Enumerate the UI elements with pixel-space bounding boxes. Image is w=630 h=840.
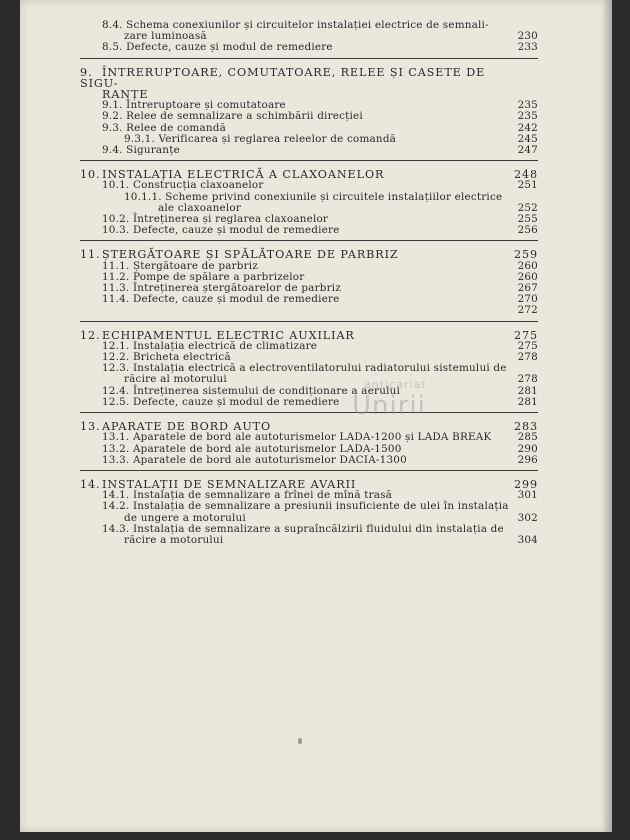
entry-title: ECHIPAMENTUL ELECTRIC AUXILIAR xyxy=(102,328,355,342)
entry-title: Defecte, cauze și modul de remediere xyxy=(132,395,340,408)
page-number: 235 xyxy=(517,99,538,112)
toc-entry xyxy=(80,397,538,408)
section-number: 13.1. xyxy=(102,431,130,444)
page-number: 285 xyxy=(517,431,538,444)
section-number: 8.5. xyxy=(102,41,123,54)
page-number: 260 xyxy=(517,259,538,272)
page-number: 278 xyxy=(517,373,538,386)
entry-title: Instalația de semnalizare a frînei de mînă trasă xyxy=(132,489,393,502)
entry-title: răcire a motorului xyxy=(124,533,224,546)
section-number: 14.1. xyxy=(102,489,130,502)
entry-title: INSTALAȚII DE SEMNALIZARE AVARII xyxy=(102,477,357,491)
entry-title: Defecte, cauze și modul de remediere xyxy=(132,224,340,237)
entry-title: ȘTERGĂTOARE ȘI SPĂLĂTOARE DE PARBRIZ xyxy=(102,248,399,262)
page-number: 281 xyxy=(517,395,538,408)
page-number: 245 xyxy=(517,132,538,145)
toc-entry xyxy=(80,192,538,203)
page-number: 242 xyxy=(517,121,538,134)
entry-line xyxy=(102,294,512,305)
section-number: 12.5. xyxy=(102,395,130,408)
section-number: 10.3. xyxy=(102,224,130,237)
section-number: 8.4. xyxy=(102,19,123,31)
entry-title: INSTALAȚIA ELECTRICĂ A CLAXOANELOR xyxy=(102,168,385,182)
entry-title: APARATE DE BORD AUTO xyxy=(102,420,272,434)
section-number: 10.2. xyxy=(102,213,130,226)
toc-entry xyxy=(80,225,538,236)
page-number: 235 xyxy=(517,110,538,123)
entry-title: Instalația de semnalizare a supraîncălzirii fluidului din instalația de xyxy=(132,522,504,535)
chapter-number: 11. xyxy=(80,248,101,262)
page-number: 299 xyxy=(513,477,538,491)
section-number: 11.3. xyxy=(102,282,130,295)
page-number: 278 xyxy=(517,351,538,364)
page-number: 302 xyxy=(517,511,538,524)
section-number: 12.2. xyxy=(102,351,130,364)
section-number: 12.4. xyxy=(102,384,130,397)
entry-title: Schema conexiunilor și circuitelor instalației electrice de semnali- xyxy=(126,19,489,31)
page-number: 301 xyxy=(517,489,538,502)
entry-line xyxy=(102,42,512,53)
toc-entry xyxy=(80,42,538,53)
page-number: 252 xyxy=(517,201,538,214)
section-number: 9.1. xyxy=(102,99,123,112)
section-number: 14.3. xyxy=(102,522,130,535)
chapter-divider xyxy=(80,58,538,59)
section-number: 12.3. xyxy=(102,362,130,375)
toc-entry xyxy=(80,145,538,156)
section-number: 9.3. xyxy=(102,121,123,134)
entry-line xyxy=(102,455,512,466)
section-number: 10.1. xyxy=(102,179,130,192)
entry-title: Întreținerea sistemului de condiționare a aerului xyxy=(132,384,401,397)
page-number: 270 xyxy=(517,293,538,306)
chapter-number: 10. xyxy=(80,168,101,182)
section-number: 11.1. xyxy=(102,259,130,272)
page-number: 275 xyxy=(517,339,538,352)
page-number: 272 xyxy=(517,304,538,317)
section-number: 12.1. xyxy=(102,339,130,352)
entry-title: Siguranțe xyxy=(126,144,180,157)
entry-line xyxy=(80,67,512,89)
entry-title: Aparatele de bord ale autoturismelor LADA-1500 xyxy=(132,442,402,455)
entry-title: zare luminoasă xyxy=(124,30,207,43)
section-number: 13.3. xyxy=(102,453,130,466)
page-number: 251 xyxy=(517,179,538,192)
entry-title: Instalația electrică a electroventilatorului radiatorului sistemului de xyxy=(132,362,507,375)
entry-title: Aparatele de bord ale autoturismelor DACIA-1300 xyxy=(132,453,407,466)
page-number: 233 xyxy=(517,41,538,54)
page-number: 290 xyxy=(517,442,538,455)
chapter-divider xyxy=(80,412,538,413)
toc-entry xyxy=(80,535,538,546)
entry-title: răcire al motorului xyxy=(124,373,227,386)
entry-title: Ștergătoare de parbriz xyxy=(132,259,259,272)
table-of-contents xyxy=(80,20,538,546)
entry-line xyxy=(102,145,512,156)
entry-title: Bricheta electrică xyxy=(132,351,231,364)
entry-title: ale claxoanelor xyxy=(158,201,242,214)
entry-title: Defecte, cauze și modul de remediere xyxy=(126,41,333,54)
chapter-divider xyxy=(80,470,538,471)
page-number: 248 xyxy=(513,168,538,182)
chapter-number: 12. xyxy=(80,328,101,342)
section-number: 9.3.1. xyxy=(124,132,155,145)
entry-title: RANȚE xyxy=(102,88,149,102)
section-number: 11.4. xyxy=(102,293,130,306)
chapter-number: 9. xyxy=(80,65,93,79)
entry-title: de ungere a motorului xyxy=(124,511,246,524)
page-number: 283 xyxy=(513,420,538,434)
toc-entry xyxy=(80,294,538,305)
chapter-number: 14. xyxy=(80,477,101,491)
section-number: 13.2. xyxy=(102,442,130,455)
section-number: 10.1.1. xyxy=(124,190,162,203)
entry-title: Relee de semnalizare a schimbării direcției xyxy=(126,110,363,123)
page-number: 260 xyxy=(517,270,538,283)
section-number: 14.2. xyxy=(102,500,130,513)
entry-line xyxy=(102,535,512,546)
page-number: 296 xyxy=(517,453,538,466)
entry-line xyxy=(124,134,512,145)
section-number: 9.4. xyxy=(102,144,123,157)
entry-title: Pompe de spălare a parbrizelor xyxy=(132,270,305,283)
page-number: 275 xyxy=(513,328,538,342)
watermark xyxy=(352,378,427,421)
entry-title: Întreținerea ștergătoarelor de parbriz xyxy=(132,282,342,295)
page-number: 256 xyxy=(517,224,538,237)
page-number: 255 xyxy=(517,213,538,226)
entry-title: Defecte, cauze și modul de remediere xyxy=(132,293,340,306)
chapter-divider xyxy=(80,240,538,241)
page-number: 230 xyxy=(517,30,538,43)
page-number: 267 xyxy=(517,282,538,295)
page-number: 247 xyxy=(517,144,538,157)
page-number: 281 xyxy=(517,384,538,397)
entry-title: Relee de comandă xyxy=(126,121,227,134)
entry-title: Construcția claxoanelor xyxy=(132,179,264,192)
watermark-top: anticariat xyxy=(364,378,427,391)
book-page xyxy=(20,0,612,832)
page-number: 304 xyxy=(517,533,538,546)
page-edge-shadow xyxy=(602,0,612,832)
page-mark xyxy=(298,738,302,744)
toc-chapter xyxy=(80,67,538,89)
toc-entry xyxy=(80,305,538,316)
section-number: 9.2. xyxy=(102,110,123,123)
entry-title: Întreținerea și reglarea claxoanelor xyxy=(132,213,329,226)
entry-title: Verificarea și reglarea releelor de comandă xyxy=(158,132,397,145)
entry-title: Aparatele de bord ale autoturismelor LADA-1200 și LADA BREAK xyxy=(132,431,492,444)
entry-title: Întreruptoare și comutatoare xyxy=(126,99,286,112)
entry-title: ÎNTRERUPTOARE, COMUTATOARE, RELEE ȘI CASETE DE SIGU- xyxy=(80,65,486,90)
entry-line xyxy=(102,397,512,408)
chapter-divider xyxy=(80,321,538,322)
entry-title: Scheme privind conexiunile și circuitele instalațiilor electrice xyxy=(165,190,503,203)
watermark-main: Unirii xyxy=(352,391,426,421)
chapter-divider xyxy=(80,160,538,161)
entry-title: Instalația electrică de climatizare xyxy=(132,339,318,352)
entry-line xyxy=(102,225,512,236)
chapter-number: 13. xyxy=(80,420,101,434)
section-number: 11.2. xyxy=(102,270,130,283)
page-number: 259 xyxy=(513,248,538,262)
entry-title: Instalația de semnalizare a presiunii insuficiente de ulei în instalația xyxy=(132,500,509,513)
toc-entry xyxy=(80,455,538,466)
